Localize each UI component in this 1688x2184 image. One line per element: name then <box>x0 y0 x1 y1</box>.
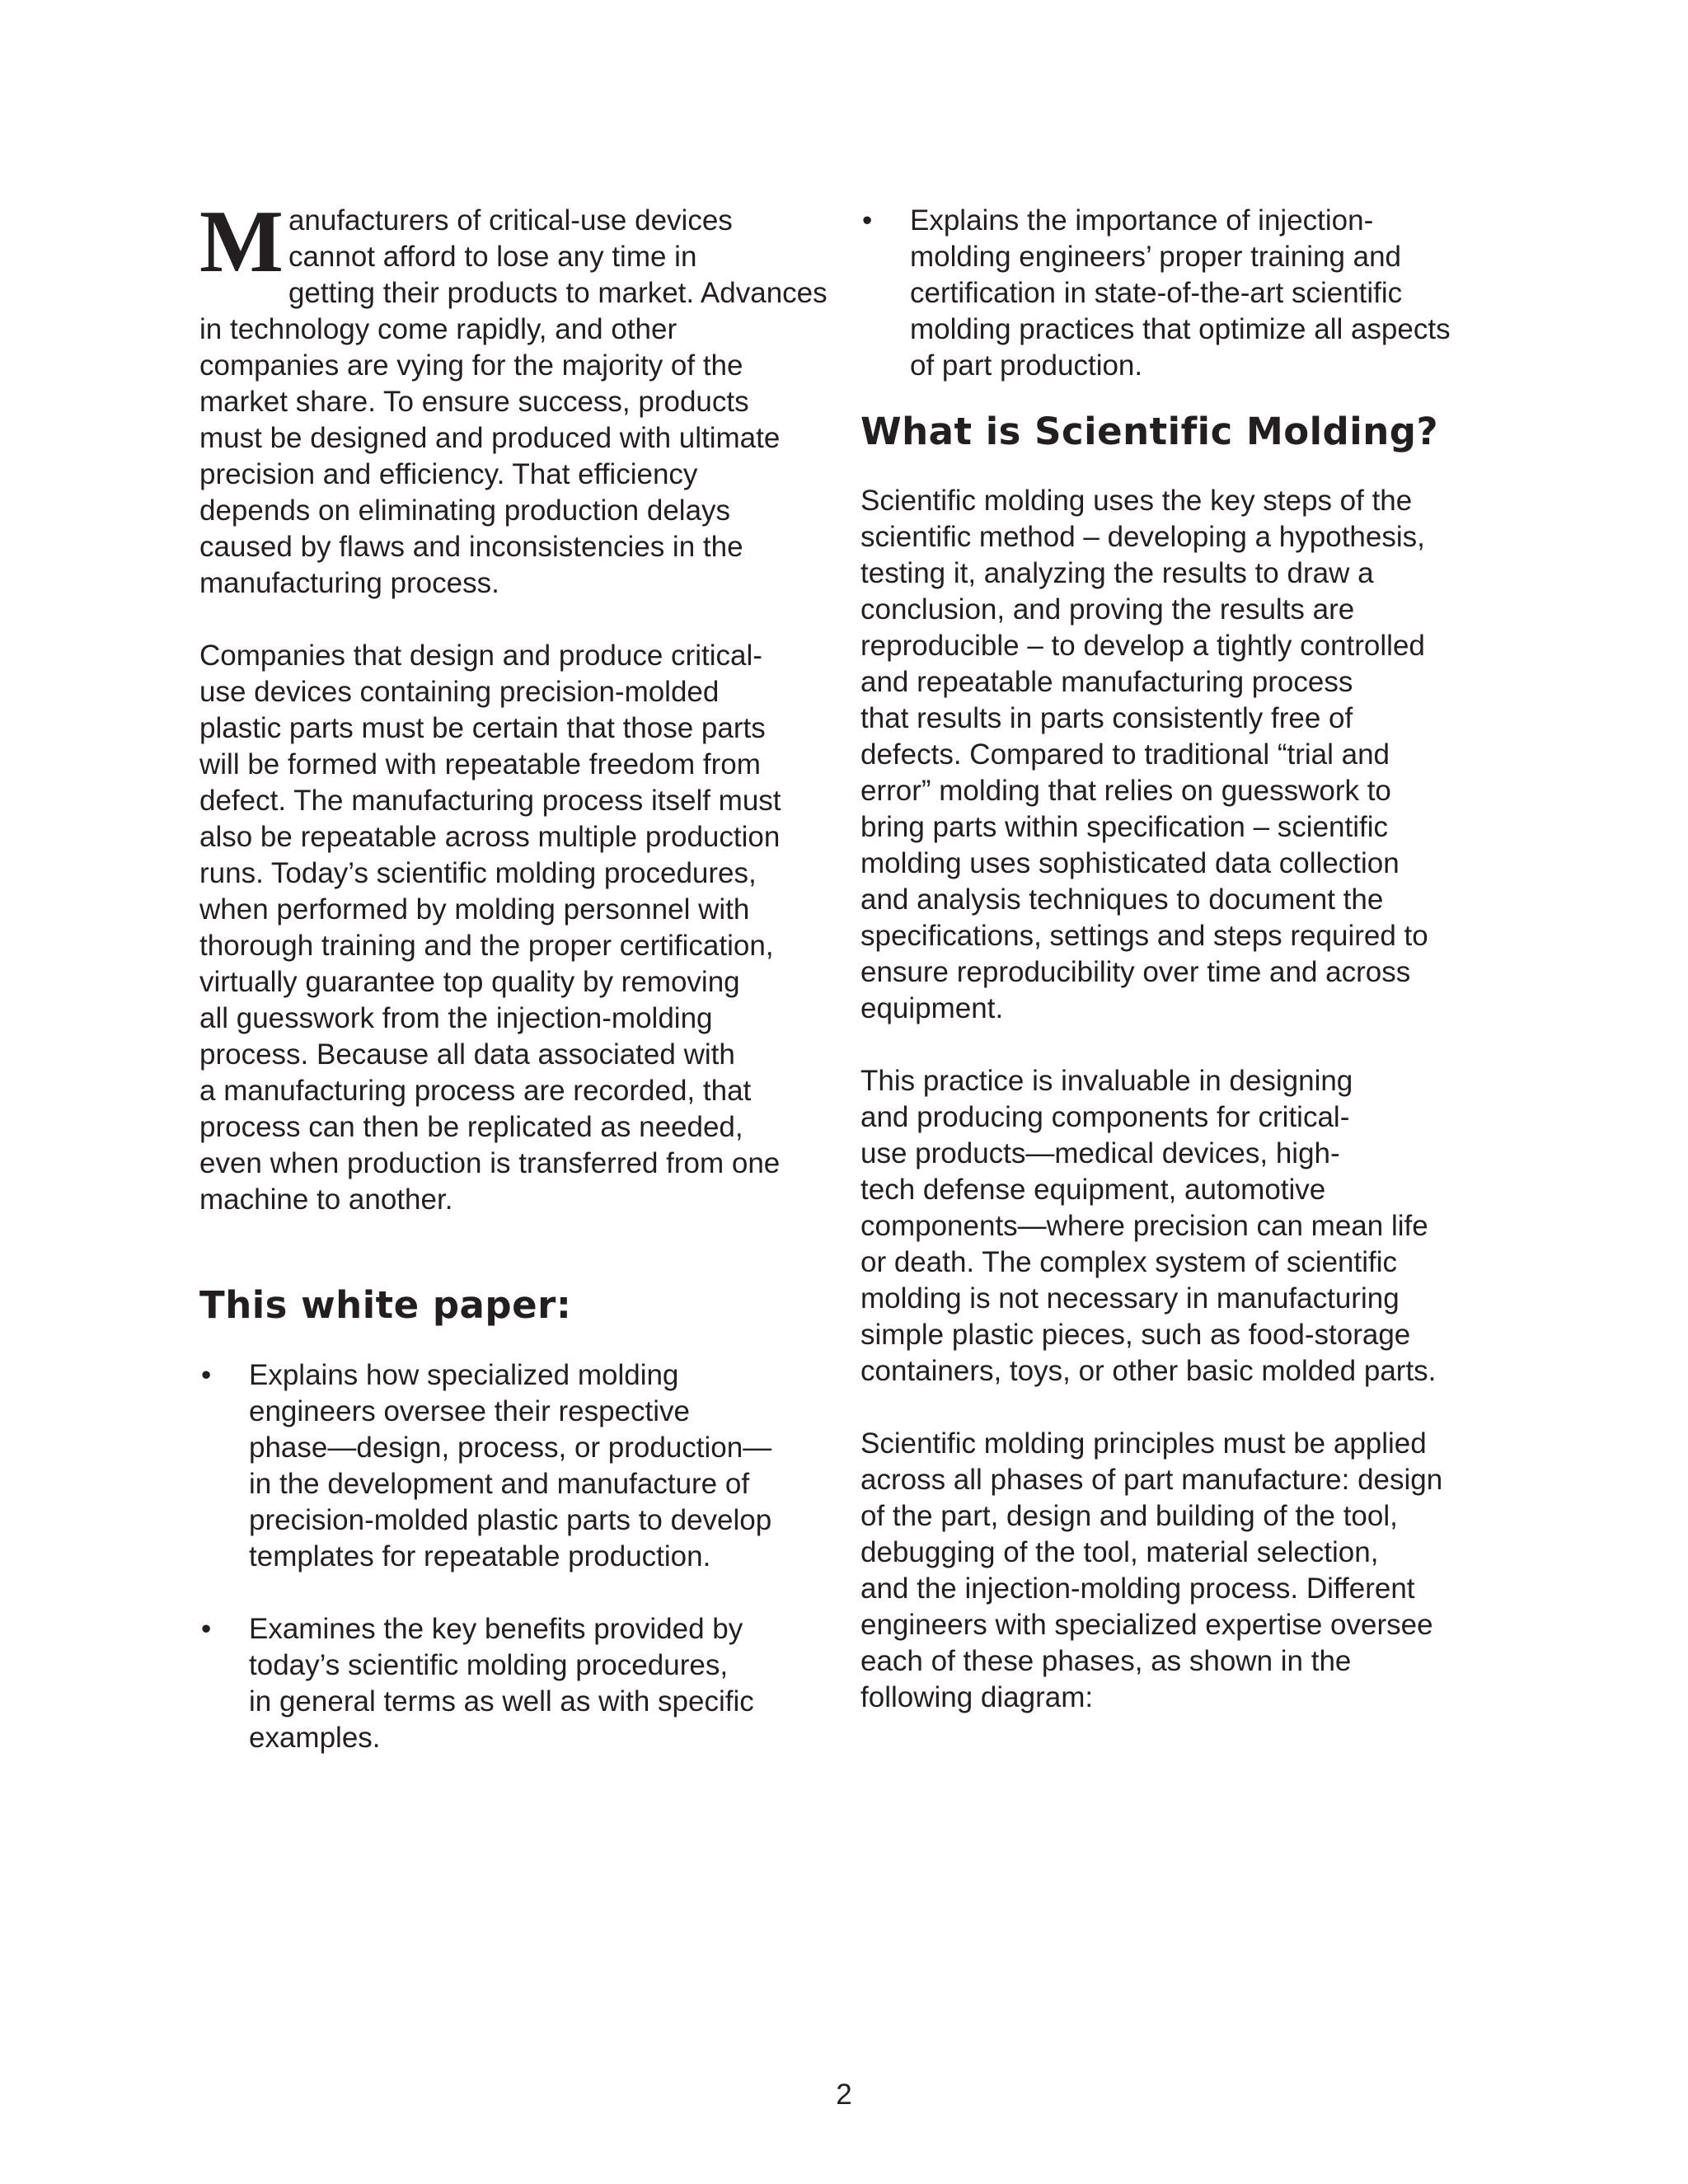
right-column <box>860 203 1512 1716</box>
section-heading-white-paper: This white paper: <box>199 1283 572 1327</box>
bullet-icon: • <box>862 204 873 237</box>
bullet-text: Explains the importance of injection- molding engineers’ proper training and certification in state-of-the-art scientific molding practices that optimize all aspects of part production. <box>910 204 1451 382</box>
left-column <box>199 193 834 1756</box>
bullet-text: Explains how specialized molding engineers oversee their respective phase—design, process, or production— in the development and manufacture of precision-molded plastic parts to develop templates for repeatable production. <box>249 1359 772 1572</box>
heading-spacer <box>860 384 1512 409</box>
bullet-icon: • <box>201 1359 212 1391</box>
page-number: 2 <box>836 2079 852 2111</box>
paragraph-scientific-method: Scientific molding uses the key steps of the scientific method – developing a hypothesis, testing it, analyzing the results to draw a conclusion, and proving the results are reproducible – to develop a tightly controlled and repeatable manufacturing process that results in parts consistently free of defects. Compared to traditional “trial and error” molding that relies on guesswork to bring parts within specification – scientific molding uses sophisticated data collection and analysis techniques to document the specifications, settings and steps required to ensure reproducibility over time and across equipment. <box>860 485 1428 1024</box>
intro-text: anufacturers of critical-use devices cannot afford to lose any time in getting their products to market. Advances in technology come rapidly, and other companies are vying for the majority of the market share. To ensure success, products must be designed and produced with ultimate precision and efficiency. That efficiency depends on eliminating production delays caused by flaws and inconsistencies in the manufacturing process. <box>199 204 828 599</box>
list-item <box>860 203 1512 384</box>
heading-spacer <box>199 1329 834 1357</box>
section-heading-scientific-molding: What is Scientific Molding? <box>860 410 1439 453</box>
list-item <box>199 1357 834 1575</box>
drop-cap: M <box>199 193 284 291</box>
bullet-text: Examines the key benefits provided by today’s scientific molding procedures, in general terms as well as with specific examples. <box>249 1613 754 1754</box>
list-spacer <box>199 1575 834 1611</box>
paragraph-invaluable-practice: This practice is invaluable in designing and producing components for critical- use products—medical devices, high- tech defense equipment, automotive components—where precision can mean life or death. The complex system of scientific molding is not necessary in manufacturing simple plastic pieces, such as food-storage containers, toys, or other basic molded parts. <box>860 1065 1437 1387</box>
paragraph-spacer <box>860 1027 1512 1063</box>
paragraph-spacer <box>199 602 834 638</box>
paragraph-companies: Companies that design and produce critical- use devices containing precision-molded plastic parts must be certain that those parts will be formed with repeatable freedom from defect. The manufacturing process itself must also be repeatable across multiple production runs. Today’s scientific molding procedures, when performed by molding personnel with thorough training and the proper certification, virtually guarantee top quality by removing all guesswork from the injection-molding process. Because all data associated with a manufacturing process are recorded, that process can then be replicated as needed, even when production is transferred from one machine to another. <box>199 640 781 1216</box>
white-paper-bullet-list-continued <box>860 203 1512 384</box>
white-paper-bullet-list <box>199 1357 834 1756</box>
intro-paragraph <box>199 193 834 602</box>
paragraph-principles: Scientific molding principles must be applied across all phases of part manufacture: design of the part, design and building of the tool, debugging of the tool, material selection, and the injection-molding process. Different engineers with specialized expertise oversee each of these phases, as shown in the following diagram: <box>860 1427 1443 1713</box>
paragraph-spacer <box>860 1390 1512 1426</box>
list-item <box>199 1611 834 1756</box>
paragraph-spacer <box>199 1218 834 1254</box>
heading-spacer <box>860 455 1512 483</box>
heading-spacer <box>199 1254 834 1282</box>
bullet-icon: • <box>201 1613 212 1645</box>
